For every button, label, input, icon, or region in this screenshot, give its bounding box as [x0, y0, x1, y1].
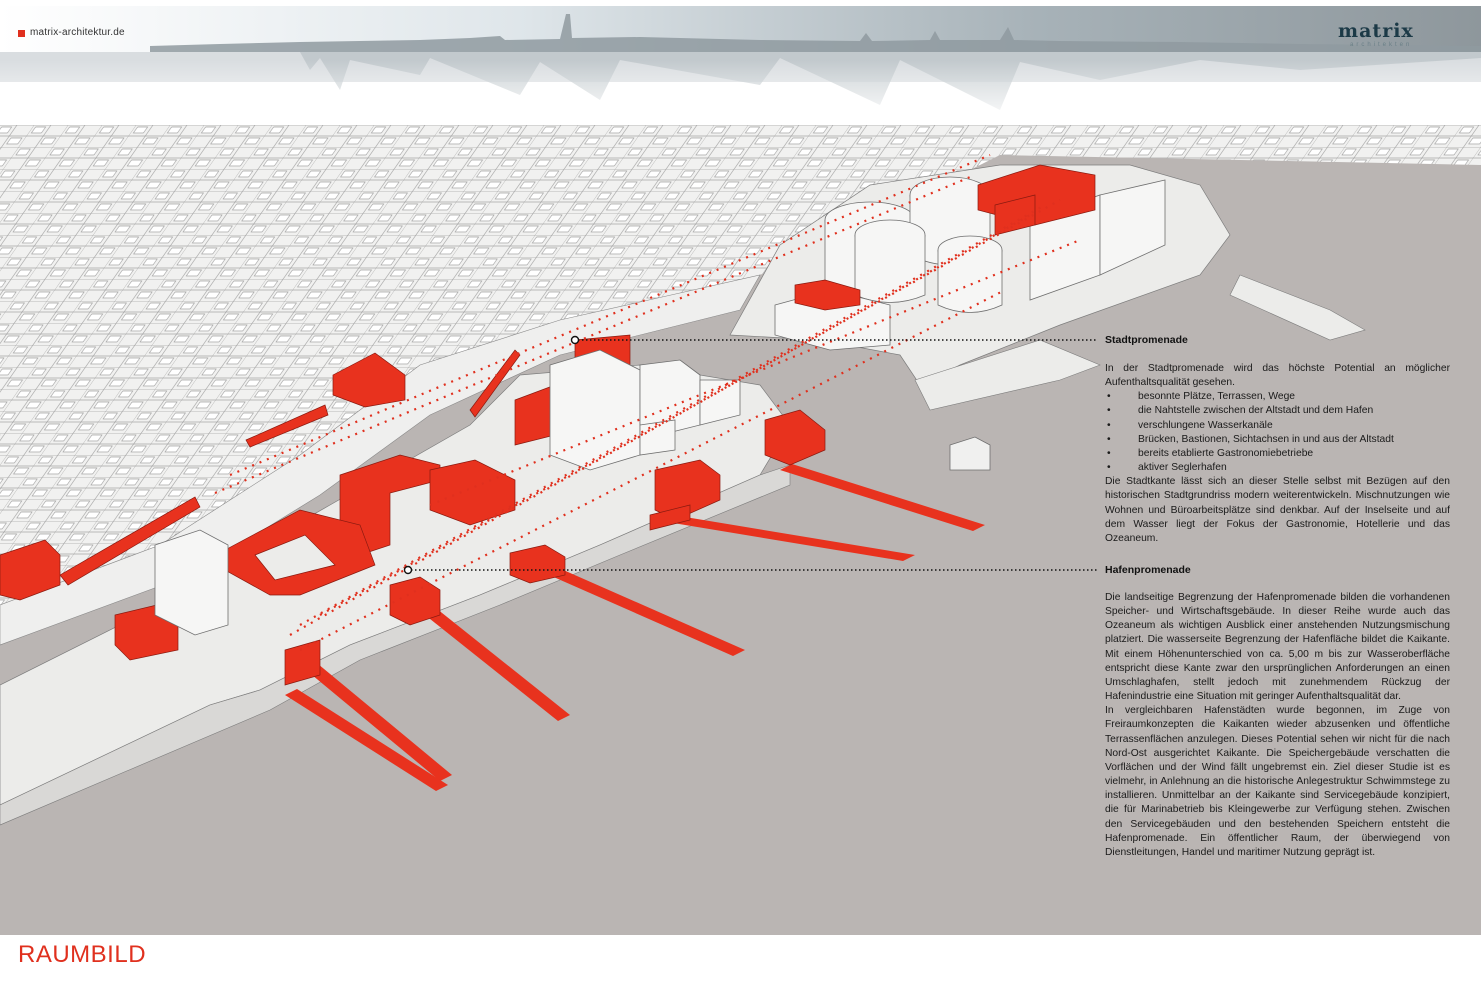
hafenpromenade-paragraph-1: Die landseitige Begrenzung der Hafenpromenade bilden die vorhandenen Speicher- und Wirtschaftsgebäude. In dieser Reihe wurde auch das Ozeaneum als wichtigen Ausblick einer anstehenden Nutzungsmischung platziert. Die wasserseite Begrenzung der Hafenfläche bildet die Kaikante. Mit einem Höhenunterschied von ca. 5,00 m bis zur Wasseroberfläche entspricht diese Kante zwar den ursprünglichen Anforderungen an einen Umschlaghafen, stellt jedoch mit zunehmendem Rückzug der Hafenindustrie eine Situation mit geringer Aufenthaltsqualität dar.	[1105, 592, 1450, 703]
description-panel	[1100, 125, 1455, 935]
stadtpromenade-text	[1105, 362, 1450, 546]
stadtpromenade-outro: Die Stadtkante lässt sich an dieser Stelle selbst mit Bezügen auf den historischen Stadtgrundriss modern weiterentwickeln. Mischnutzungen wie Wohnen und Büroarbeitsplätze sind denkbar. Auf der Inselseite und auf dem Wasser liegt der Fokus der Gastronomie, Hotellerie und das Ozeaneum.	[1105, 476, 1450, 544]
logo-tagline: architekten	[1350, 42, 1413, 48]
list-item: • verschlungene Wasserkanäle	[1105, 419, 1450, 433]
list-item: • Brücken, Bastionen, Sichtachsen in und aus der Altstadt	[1105, 433, 1450, 447]
red-square-icon	[18, 30, 25, 37]
aerial-3d-view	[0, 125, 1481, 935]
skyline-panorama	[0, 0, 1481, 125]
list-item: • bereits etablierte Gastronomiebetriebe	[1105, 447, 1450, 461]
list-item: • aktiver Seglerhafen	[1105, 461, 1450, 475]
header-banner	[0, 0, 1481, 125]
list-item: • die Nahtstelle zwischen der Altstadt und dem Hafen	[1105, 404, 1450, 418]
matrix-logo: matrix	[1338, 20, 1414, 42]
page-title: RAUMBILD	[18, 941, 147, 968]
website-url[interactable]: matrix-architektur.de	[30, 27, 125, 38]
stadtpromenade-bullet-list	[1105, 390, 1450, 475]
stadtpromenade-intro: In der Stadtpromenade wird das höchste Potential an möglicher Aufenthaltsqualität gesehen.	[1105, 363, 1450, 389]
hafenpromenade-paragraph-2: In vergleichbaren Hafenstädten wurde begonnen, im Zuge von Freiraumkonzepten die Kaikanten wieder abzusenken und öffentliche Terrassenflächen anzulegen. Dieses Potential sehen wir nicht für die nach Nord-Ost ausgerichtet Kaikante. Die Speichergebäude verschatten die Vorflächen und der Wind fällt ungebremst ein. Ziel dieser Studie ist es vielmehr, in Anlehnung an die historische Anlegestruktur Schwimmstege zu installieren. Unmittelbar an der Kaikante sind Servicegebäude konzipiert, die für Marinabetrieb bis Kleingewerbe zur Verfügung stehen. Zwischen den Servicegebäuden und den bestehenden Speichern entsteht die Hafenpromenade. Ein öffentlicher Raum, der überwiegend von Dienstleitungen, Handel und maritimer Nutzung geprägt ist.	[1105, 705, 1450, 858]
list-item: • besonnte Plätze, Terrassen, Wege	[1105, 390, 1450, 404]
hafenpromenade-heading: Hafenpromenade	[1105, 564, 1191, 576]
hafenpromenade-text	[1105, 591, 1450, 860]
stadtpromenade-heading: Stadtpromenade	[1105, 334, 1188, 346]
